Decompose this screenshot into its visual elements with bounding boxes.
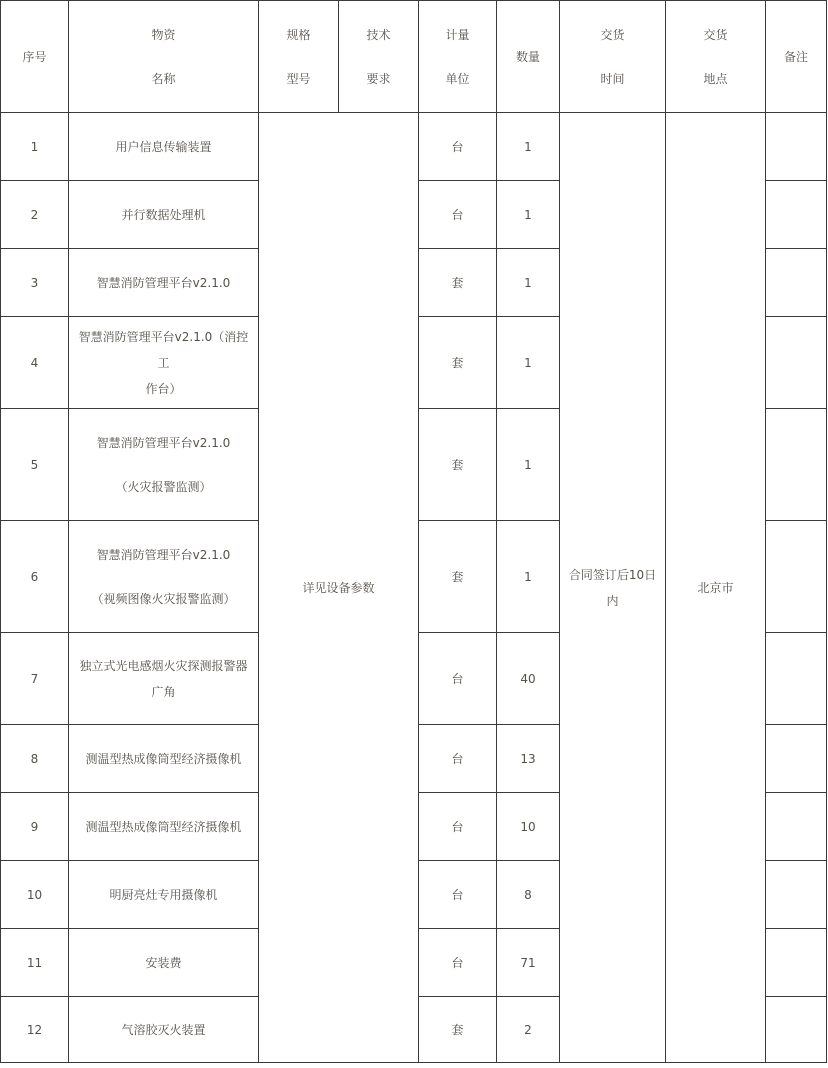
header-seq: 序号 (1, 1, 69, 113)
cell-spec-tech: 详见设备参数 (259, 113, 419, 1063)
cell-seq: 1 (1, 113, 69, 181)
cell-name: 智慧消防管理平台v2.1.0 （火灾报警监测） (69, 409, 259, 521)
cell-qty: 10 (497, 793, 560, 861)
cell-note (766, 929, 827, 997)
cell-seq: 9 (1, 793, 69, 861)
cell-qty: 8 (497, 861, 560, 929)
cell-note (766, 725, 827, 793)
cell-seq: 6 (1, 521, 69, 633)
cell-unit: 台 (419, 725, 497, 793)
header-note: 备注 (766, 1, 827, 113)
cell-unit: 台 (419, 929, 497, 997)
cell-seq: 11 (1, 929, 69, 997)
cell-seq: 4 (1, 317, 69, 409)
header-spec: 规格 型号 (259, 1, 339, 113)
cell-qty: 1 (497, 181, 560, 249)
cell-seq: 7 (1, 633, 69, 725)
cell-qty: 1 (497, 317, 560, 409)
cell-unit: 台 (419, 633, 497, 725)
cell-unit: 套 (419, 317, 497, 409)
cell-note (766, 633, 827, 725)
header-qty: 数量 (497, 1, 560, 113)
cell-qty: 2 (497, 997, 560, 1063)
cell-qty: 40 (497, 633, 560, 725)
cell-name: 独立式光电感烟火灾探测报警器 广角 (69, 633, 259, 725)
cell-unit: 台 (419, 113, 497, 181)
cell-qty: 1 (497, 521, 560, 633)
cell-note (766, 521, 827, 633)
cell-qty: 1 (497, 409, 560, 521)
header-unit: 计量 单位 (419, 1, 497, 113)
cell-unit: 台 (419, 181, 497, 249)
cell-seq: 12 (1, 997, 69, 1063)
cell-delivery-place: 北京市 (666, 113, 766, 1063)
cell-unit: 台 (419, 861, 497, 929)
cell-qty: 1 (497, 249, 560, 317)
cell-name: 测温型热成像筒型经济摄像机 (69, 793, 259, 861)
cell-name: 并行数据处理机 (69, 181, 259, 249)
cell-unit: 套 (419, 997, 497, 1063)
cell-name: 智慧消防管理平台v2.1.0（消控工 作台） (69, 317, 259, 409)
cell-seq: 3 (1, 249, 69, 317)
cell-name: 智慧消防管理平台v2.1.0 （视频图像火灾报警监测） (69, 521, 259, 633)
cell-note (766, 113, 827, 181)
cell-seq: 5 (1, 409, 69, 521)
cell-note (766, 861, 827, 929)
cell-unit: 套 (419, 521, 497, 633)
cell-name: 用户信息传输装置 (69, 113, 259, 181)
cell-qty: 71 (497, 929, 560, 997)
cell-note (766, 409, 827, 521)
cell-seq: 10 (1, 861, 69, 929)
cell-note (766, 997, 827, 1063)
header-delivery-time: 交货 时间 (560, 1, 666, 113)
cell-note (766, 793, 827, 861)
table-row (1, 113, 827, 181)
cell-name: 安装费 (69, 929, 259, 997)
cell-note (766, 181, 827, 249)
cell-seq: 2 (1, 181, 69, 249)
cell-unit: 台 (419, 793, 497, 861)
header-delivery-place: 交货 地点 (666, 1, 766, 113)
cell-qty: 1 (497, 113, 560, 181)
cell-note (766, 317, 827, 409)
header-name: 物资 名称 (69, 1, 259, 113)
cell-note (766, 249, 827, 317)
cell-delivery-time: 合同签订后10日 内 (560, 113, 666, 1063)
header-row (1, 1, 827, 113)
cell-name: 测温型热成像筒型经济摄像机 (69, 725, 259, 793)
cell-seq: 8 (1, 725, 69, 793)
cell-unit: 套 (419, 249, 497, 317)
cell-unit: 套 (419, 409, 497, 521)
header-tech: 技术 要求 (339, 1, 419, 113)
cell-name: 气溶胶灭火装置 (69, 997, 259, 1063)
cell-qty: 13 (497, 725, 560, 793)
cell-name: 明厨亮灶专用摄像机 (69, 861, 259, 929)
cell-name: 智慧消防管理平台v2.1.0 (69, 249, 259, 317)
